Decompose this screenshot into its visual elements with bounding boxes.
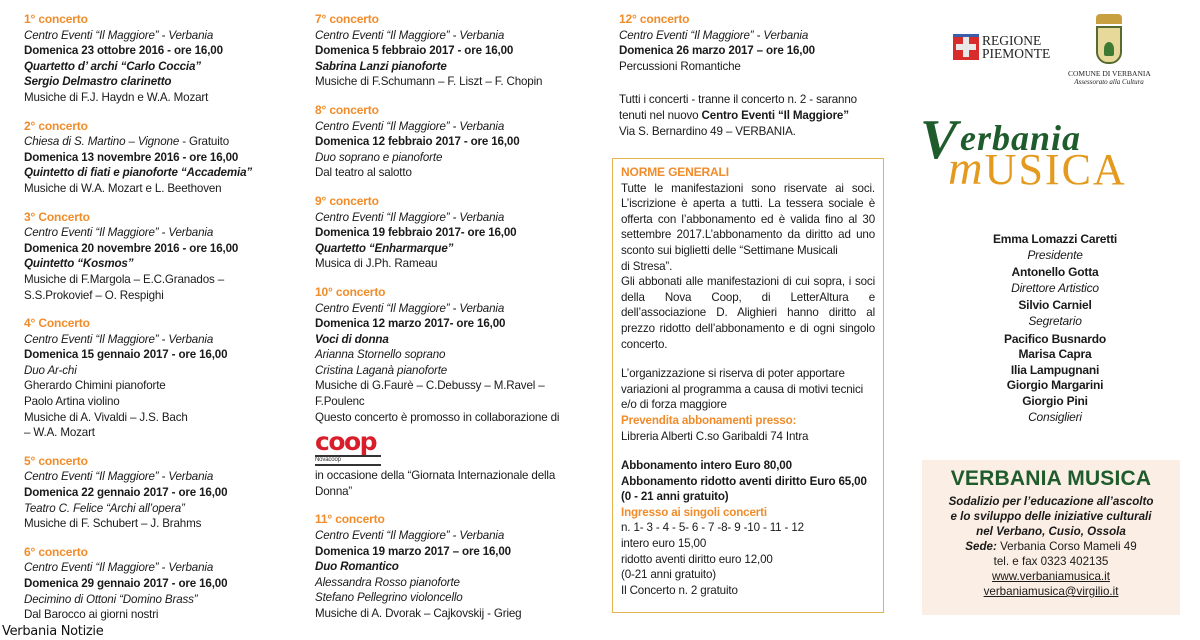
piemonte-flag-icon (953, 34, 979, 60)
concert-title: 4° Concerto (24, 316, 90, 331)
concert-venue (315, 119, 595, 135)
norme-title: NORME GENERALI (621, 165, 729, 179)
concert-title: 1° concerto (24, 12, 88, 26)
abbonamento-gratuito: (0 - 21 anni gratuito) (621, 490, 729, 504)
ingresso-line: (0-21 anni gratuito) (621, 568, 716, 582)
board-member-role: Direttore Artistico (1011, 280, 1099, 295)
concert-line: Cristina Laganà pianoforte (315, 363, 448, 377)
venue-note-address: Via S. Bernardino 49 – VERBANIA. (619, 124, 796, 138)
venue-name: Centro Eventi “Il Maggiore” - Verbania (315, 28, 505, 42)
ingresso-line: Il Concerto n. 2 gratuito (621, 583, 738, 597)
ingresso-line: n. 1- 3 - 4 - 5- 6 - 7 -8- 9 -10 - 11 - 12 (621, 521, 804, 535)
concert-title: 3° Concerto (24, 209, 90, 224)
concert-date: Domenica 22 gennaio 2017 - ore 16,00 (24, 486, 228, 500)
concert-entry (24, 119, 294, 197)
concert-date: Domenica 29 gennaio 2017 - ore 16,00 (24, 577, 228, 590)
coop-logo (315, 427, 381, 466)
concert-line: Duo Ar-chi (24, 363, 77, 377)
board-member-name: Pacifico Busnardo (1004, 331, 1106, 346)
sponsor-logos (950, 14, 1150, 84)
norme-paragraph-2: Gli abbonati alle manifestazioni di cui sopra, i soci della Nova Coop, di LetterAltura e dell’associazione D. Alighieri hanno diritto al prezzo ridotto dell’abbonamento e di ogni singolo concerto. (621, 275, 875, 351)
concert-date: Domenica 12 febbraio 2017 - ore 16,00 (315, 135, 520, 149)
concert-title: 6° concerto (24, 544, 88, 559)
concert-title: 11° concerto (315, 512, 385, 527)
concert-date: Domenica 26 marzo 2017 – ore 16,00 (619, 44, 815, 58)
regione-line-1: REGIONE (982, 33, 1042, 48)
coat-of-arms-icon (1094, 14, 1124, 66)
concert-line: Arianna Stornello soprano (315, 348, 446, 362)
board-member-name: Marisa Capra (1018, 347, 1092, 362)
concert-line: Musiche di F.Schumann – F. Liszt – F. Chopin (315, 75, 543, 89)
ingresso-line: ridotto aventi diritto euro 12,00 (621, 552, 773, 566)
prevendita-title: Prevendita abbonamenti presso: (621, 413, 797, 427)
concert-title: 5° concerto (24, 453, 88, 468)
board-member-name: Ilia Lampugnani (1010, 362, 1100, 377)
email-link[interactable]: verbaniamusica@virgilio.it (983, 585, 1119, 598)
concert-line: Questo concerto è promosso in collaborazione di (315, 410, 560, 424)
sponsor-note: in occasione della “Giornata Internazionale della Donna” (315, 469, 556, 498)
norme-paragraph-1: Tutte le manifestazioni sono riservate ai soci. L’iscrizione è aperta a tutti. La tessera sociale è offerta con l’abbonamento ed è valida fino al 30 settembre 2017.L’abbonamento da diritto ad uno sconto sui biglietti delle “Settimane Musicali (621, 181, 875, 257)
venue-name: Centro Eventi “Il Maggiore” - Verbania (24, 332, 214, 346)
board-member-name: Giorgio Margarini (1006, 378, 1104, 393)
venue-name: Chiesa di S. Martino – Vignone (24, 135, 180, 149)
concert-venue (24, 332, 294, 348)
venue-name: Centro Eventi “Il Maggiore” - Verbania (315, 529, 505, 543)
concert-date: Domenica 13 novembre 2016 - ore 16,00 (24, 150, 239, 164)
concert-line: Dal teatro al salotto (315, 166, 412, 180)
sede-label: Sede: (965, 540, 997, 553)
concert-program: Percussioni Romantiche (619, 59, 741, 73)
concert-entry (315, 512, 595, 621)
concert-venue (24, 469, 294, 485)
concert-12 (619, 12, 884, 74)
board-member-name: Antonello Gotta (1011, 265, 1099, 280)
concert-line: Musiche di G.Faurè – C.Debussy – M.Ravel – (315, 379, 545, 393)
concert-title: 12° concerto (619, 12, 690, 26)
concert-date: Domenica 19 marzo 2017 – ore 16,00 (315, 544, 511, 558)
board-member-role: Consiglieri (1028, 409, 1082, 424)
concert-entry (24, 316, 294, 441)
venue-note-venue: Centro Eventi “Il Maggiore” (701, 108, 849, 122)
concert-line: Musiche di A. Vivaldi – J.S. Bach (24, 410, 188, 424)
concert-line: Sergio Delmastro clarinetto (24, 75, 172, 89)
concert-entry (315, 103, 595, 181)
venue-name: Centro Eventi “Il Maggiore” - Verbania (24, 470, 214, 484)
norme-paragraph-3: L’organizzazione si riserva di poter apportare variazioni al programma a causa di motivi tecnici e/o di forza maggiore (621, 367, 864, 412)
comune-line-2: Assessorato alla Cultura (1074, 78, 1144, 86)
concert-venue: Centro Eventi “Il Maggiore” - Verbania (619, 28, 809, 42)
ingresso-line: intero euro 15,00 (621, 537, 707, 551)
concert-venue (315, 28, 595, 44)
verbania-musica-info-box (922, 460, 1180, 615)
concert-title: 8° concerto (315, 102, 379, 117)
abbonamento-ridotto: Abbonamento ridotto aventi diritto Euro 65,00 (621, 474, 867, 488)
footer-caption: Verbania Notizie (2, 624, 104, 639)
concert-title: 7° concerto (315, 12, 379, 26)
concerts-column-2 (315, 12, 595, 635)
concert-entry (24, 210, 294, 304)
board-members (950, 232, 1160, 427)
board-member-role: Segretario (1028, 313, 1082, 328)
venue-name: Centro Eventi “Il Maggiore” - Verbania (315, 301, 505, 315)
concert-date: Domenica 15 gennaio 2017 - ore 16,00 (24, 348, 228, 362)
concert-line: Decimino di Ottoni “Domino Brass” (24, 592, 198, 606)
concert-title: 9° concerto (315, 193, 379, 208)
concert-venue (24, 134, 294, 150)
board-member-name: Silvio Carniel (1018, 298, 1092, 313)
concert-line: S.S.Prokovief – O. Respighi (24, 288, 164, 302)
venue-name: Centro Eventi “Il Maggiore” - Verbania (24, 561, 214, 575)
concert-line: – W.A. Mozart (24, 426, 95, 440)
info-desc: Sodalizio per l’educazione all’ascolto (948, 495, 1154, 508)
concert-line: Musiche di W.A. Mozart e L. Beethoven (24, 181, 222, 195)
concert-line: Duo Romantico (315, 560, 399, 574)
concert-entry (24, 545, 294, 623)
sede-address: Verbania Corso Mameli 49 (996, 540, 1137, 553)
novacoop-label: Novacoop (315, 455, 381, 466)
board-member-name: Emma Lomazzi Caretti (992, 232, 1118, 246)
venue-name: Centro Eventi “Il Maggiore” - Verbania (24, 28, 214, 42)
concert-line: Quartetto “Enharmarque” (315, 241, 454, 255)
info-desc: nel Verbano, Cusio, Ossola (976, 525, 1126, 538)
venue-name: Centro Eventi “Il Maggiore” - Verbania (24, 226, 214, 240)
concert-entry (24, 454, 294, 532)
concert-title: 2° concerto (24, 118, 88, 133)
website-link[interactable]: www.verbaniamusica.it (992, 570, 1110, 583)
concert-date: Domenica 12 marzo 2017- ore 16,00 (315, 317, 506, 331)
regione-piemonte-logo (953, 34, 1050, 60)
concert-line: Stefano Pellegrino violoncello (315, 591, 463, 605)
prevendita-location: Libreria Alberti C.so Garibaldi 74 Intra (621, 429, 809, 443)
norme-paragraph-1b: di Stresa”. (621, 259, 673, 273)
ingresso-title: Ingresso ai singoli concerti (621, 505, 767, 519)
concert-line: Musiche di F.Margola – E.C.Granados – (24, 272, 225, 286)
concert-line: Musiche di F. Schubert – J. Brahms (24, 517, 202, 531)
concert-line: Sabrina Lanzi pianoforte (315, 59, 447, 73)
norme-generali-box (612, 158, 884, 613)
verbania-musica-logo (920, 109, 1190, 198)
info-sede (922, 539, 1180, 554)
concert-line: Musica di J.Ph. Rameau (315, 257, 438, 271)
concert-title: 10° concerto (315, 284, 386, 299)
concert-line: F.Poulenc (315, 395, 365, 409)
concert-line: Quintetto di fiati e pianoforte “Accademia” (24, 166, 253, 180)
concert-date: Domenica 19 febbraio 2017- ore 16,00 (315, 226, 517, 240)
brand-usica: USICA (984, 145, 1127, 194)
concert-venue (315, 210, 595, 226)
concert-line: Teatro C. Felice “Archi all’opera” (24, 501, 185, 515)
comune-line-1: COMUNE DI VERBANIA (1068, 69, 1151, 78)
brand-m: m (948, 142, 985, 195)
concert-line: Quartetto d’ archi “Carlo Coccia” (24, 59, 201, 73)
concert-venue (24, 225, 294, 241)
venue-note-text: Tutti i concerti - tranne il concerto n. 2 - saranno tenuti nel nuovo (619, 93, 857, 122)
concert-line: Duo soprano e pianoforte (315, 150, 443, 164)
regione-line-2: PIEMONTE (982, 46, 1051, 61)
venue-suffix: - Gratuito (179, 135, 230, 149)
concert-line: Dal Barocco ai giorni nostri (24, 608, 159, 622)
coop-word: coop (315, 427, 377, 457)
info-desc: e lo sviluppo delle iniziative culturali (950, 510, 1152, 523)
venue-note (619, 92, 884, 139)
concert-venue (315, 528, 595, 544)
concert-entry (24, 12, 294, 106)
venue-name: Centro Eventi “Il Maggiore” - Verbania (315, 119, 505, 133)
comune-verbania-logo (1068, 14, 1150, 86)
board-member-name: Giorgio Pini (1022, 393, 1088, 408)
venue-name: Centro Eventi “Il Maggiore” - Verbania (315, 210, 505, 224)
concert-venue (315, 301, 595, 317)
concert-line: Musiche di F.J. Haydn e W.A. Mozart (24, 90, 209, 104)
concert-venue (24, 28, 294, 44)
concert-date: Domenica 5 febbraio 2017 - ore 16,00 (315, 44, 514, 58)
concert-line: Voci di donna (315, 332, 389, 346)
brand-erbania: erbania (960, 118, 1082, 158)
concerts-column-1 (24, 12, 294, 636)
info-title: VERBANIA MUSICA (950, 467, 1152, 490)
concert-date: Domenica 20 novembre 2016 - ore 16,00 (24, 241, 239, 255)
abbonamento-intero: Abbonamento intero Euro 80,00 (621, 459, 792, 473)
concert-entry (315, 194, 595, 272)
concert-line: Gherardo Chimini pianoforte (24, 379, 166, 393)
concert-line: Paolo Artina violino (24, 395, 120, 409)
concert-venue (24, 560, 294, 576)
concert-line: Musiche di A. Dvorak – Cajkovskij - Grieg (315, 607, 522, 620)
concert-line: Quintetto “Kosmos” (24, 257, 134, 271)
board-member-role: Presidente (1027, 247, 1083, 262)
concert-line: Alessandra Rosso pianoforte (315, 575, 460, 589)
concerts-column-3 (619, 12, 884, 139)
concert-entry (315, 12, 595, 90)
brand-v: V (920, 109, 958, 171)
info-tel: tel. e fax 0323 402135 (993, 555, 1109, 568)
concert-entry (315, 285, 595, 500)
concert-date: Domenica 23 ottobre 2016 - ore 16,00 (24, 44, 223, 58)
